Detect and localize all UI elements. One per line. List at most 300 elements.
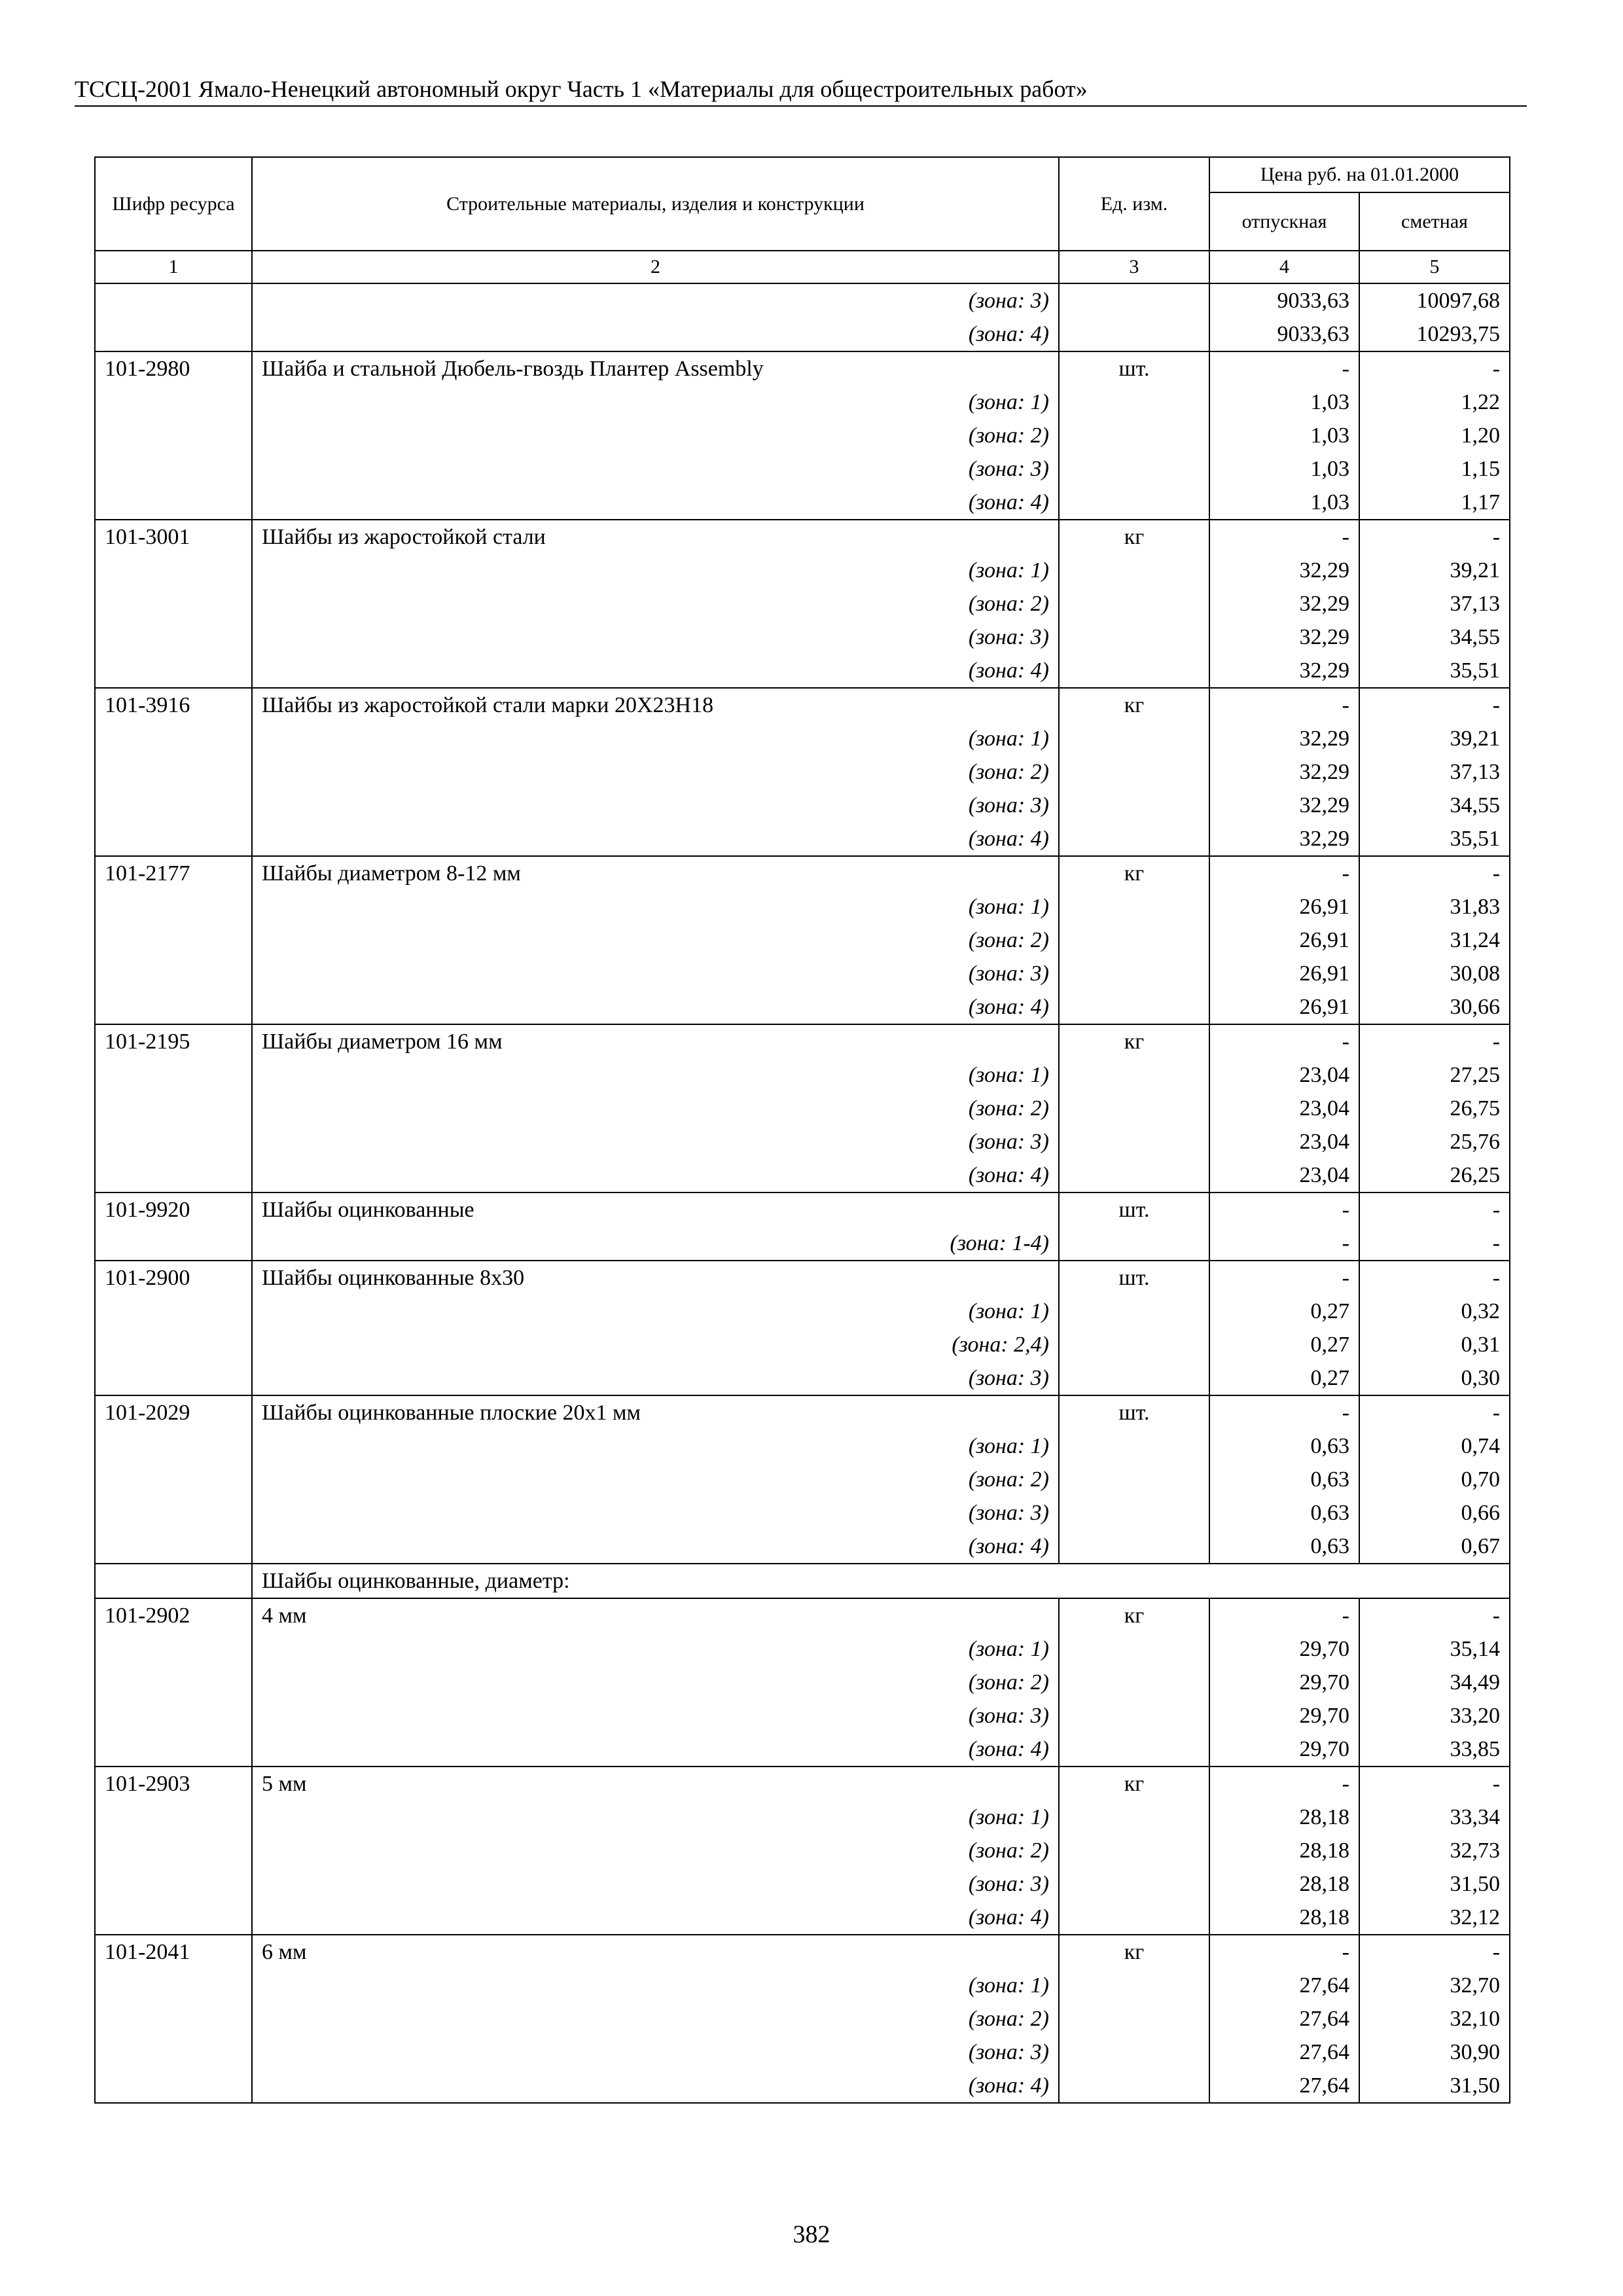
table-row-zone [95, 789, 1510, 822]
zone-label-cell: (зона: 1) [252, 386, 1059, 419]
unit-cell: кг [1059, 1935, 1209, 1969]
column-number: 5 [1359, 251, 1510, 283]
zone-label-cell: (зона: 3) [252, 1496, 1059, 1530]
release-price-cell: 32,29 [1209, 722, 1359, 755]
unit-cell [1059, 1834, 1209, 1867]
release-price-cell: 32,29 [1209, 789, 1359, 822]
release-price-cell: 28,18 [1209, 1834, 1359, 1867]
resource-code-cell [95, 1125, 252, 1158]
price-table [94, 156, 1510, 2104]
release-price-cell: 0,63 [1209, 1530, 1359, 1564]
table-row-zone [95, 317, 1510, 351]
release-price-cell: 23,04 [1209, 1158, 1359, 1193]
resource-code-cell [95, 419, 252, 452]
resource-code-cell [95, 1867, 252, 1901]
release-price-cell: 28,18 [1209, 1867, 1359, 1901]
release-price-cell: 29,70 [1209, 1632, 1359, 1666]
zone-label-cell: (зона: 2) [252, 1092, 1059, 1125]
header-release: отпускная [1209, 192, 1359, 251]
estimate-price-cell: 0,31 [1359, 1328, 1510, 1361]
unit-cell [1059, 924, 1209, 957]
estimate-price-cell: 39,21 [1359, 722, 1510, 755]
estimate-price-cell: 33,85 [1359, 1732, 1510, 1767]
table-row-zone [95, 1969, 1510, 2002]
estimate-price-cell: 10097,68 [1359, 283, 1510, 317]
resource-code-cell [95, 1632, 252, 1666]
unit-cell [1059, 1732, 1209, 1767]
table-row-zone [95, 1328, 1510, 1361]
unit-cell [1059, 1969, 1209, 2002]
release-price-cell: - [1209, 856, 1359, 890]
resource-code-cell [95, 1969, 252, 2002]
resource-code-cell [95, 2069, 252, 2103]
zone-label-cell: (зона: 3) [252, 957, 1059, 990]
unit-cell [1059, 1666, 1209, 1699]
resource-code-cell [95, 1530, 252, 1564]
resource-code-cell [95, 755, 252, 789]
table-row-zone [95, 2036, 1510, 2069]
release-price-cell: - [1209, 688, 1359, 722]
resource-code-cell [95, 1429, 252, 1463]
release-price-cell: 26,91 [1209, 990, 1359, 1024]
release-price-cell: 27,64 [1209, 2002, 1359, 2036]
resource-code-cell [95, 1361, 252, 1395]
estimate-price-cell: 34,55 [1359, 620, 1510, 654]
table-row-zone [95, 1463, 1510, 1496]
material-name-cell: Шайбы оцинкованные плоские 20х1 мм [252, 1395, 1059, 1429]
zone-label-cell: (зона: 4) [252, 317, 1059, 351]
table-row-zone [95, 283, 1510, 317]
resource-code-cell [95, 486, 252, 520]
unit-cell: шт. [1059, 1193, 1209, 1227]
unit-cell [1059, 990, 1209, 1024]
zone-label-cell: (зона: 2,4) [252, 1328, 1059, 1361]
resource-code-cell [95, 722, 252, 755]
zone-label-cell: (зона: 3) [252, 789, 1059, 822]
release-price-cell: 0,27 [1209, 1328, 1359, 1361]
material-name-cell: Шайба и стальной Дюбель-гвоздь Плантер Assembly [252, 351, 1059, 386]
estimate-price-cell: 35,51 [1359, 822, 1510, 856]
unit-cell [1059, 1429, 1209, 1463]
release-price-cell: 26,91 [1209, 890, 1359, 924]
resource-code-cell [95, 1901, 252, 1935]
table-row-zone [95, 1530, 1510, 1564]
release-price-cell: - [1209, 1935, 1359, 1969]
header-name: Строительные материалы, изделия и конструкции [252, 157, 1059, 251]
table-row-zone [95, 1632, 1510, 1666]
estimate-price-cell: - [1359, 1227, 1510, 1261]
release-price-cell: 26,91 [1209, 957, 1359, 990]
table-row-zone [95, 1496, 1510, 1530]
unit-cell [1059, 2036, 1209, 2069]
table-row-zone [95, 1901, 1510, 1935]
resource-code-cell: 101-2902 [95, 1598, 252, 1632]
column-number: 1 [95, 251, 252, 283]
unit-cell [1059, 1901, 1209, 1935]
unit-cell [1059, 1361, 1209, 1395]
release-price-cell: - [1209, 351, 1359, 386]
table-row-zone [95, 1699, 1510, 1732]
zone-label-cell: (зона: 1) [252, 1969, 1059, 2002]
release-price-cell: - [1209, 1598, 1359, 1632]
estimate-price-cell: 0,66 [1359, 1496, 1510, 1530]
table-row-zone [95, 957, 1510, 990]
resource-code-cell [95, 1058, 252, 1092]
table-row-zone [95, 1801, 1510, 1834]
estimate-price-cell: - [1359, 1193, 1510, 1227]
table-row-item [95, 520, 1510, 554]
unit-cell [1059, 620, 1209, 654]
zone-label-cell: (зона: 1) [252, 1429, 1059, 1463]
resource-code-cell [95, 587, 252, 620]
table-row-zone [95, 386, 1510, 419]
resource-code-cell [95, 1295, 252, 1328]
zone-label-cell: (зона: 3) [252, 283, 1059, 317]
resource-code-cell [95, 890, 252, 924]
table-row-item [95, 1261, 1510, 1295]
resource-code-cell: 101-2900 [95, 1261, 252, 1295]
resource-code-cell: 101-9920 [95, 1193, 252, 1227]
zone-label-cell: (зона: 1) [252, 1632, 1059, 1666]
table-row-zone [95, 587, 1510, 620]
unit-cell: кг [1059, 688, 1209, 722]
resource-code-cell [95, 1158, 252, 1193]
estimate-price-cell: 32,12 [1359, 1901, 1510, 1935]
estimate-price-cell: - [1359, 520, 1510, 554]
release-price-cell: 32,29 [1209, 587, 1359, 620]
estimate-price-cell: 10293,75 [1359, 317, 1510, 351]
resource-code-cell [95, 957, 252, 990]
unit-cell: кг [1059, 520, 1209, 554]
estimate-price-cell: - [1359, 856, 1510, 890]
unit-cell [1059, 1058, 1209, 1092]
unit-cell [1059, 1092, 1209, 1125]
table-row-zone [95, 486, 1510, 520]
table-row-zone [95, 822, 1510, 856]
table-row-zone [95, 722, 1510, 755]
resource-code-cell [95, 1227, 252, 1261]
unit-cell [1059, 283, 1209, 317]
release-price-cell: 0,63 [1209, 1496, 1359, 1530]
table-row-item [95, 1935, 1510, 1969]
estimate-price-cell: 35,14 [1359, 1632, 1510, 1666]
release-price-cell: 29,70 [1209, 1732, 1359, 1767]
resource-code-cell [95, 1666, 252, 1699]
estimate-price-cell: 31,24 [1359, 924, 1510, 957]
estimate-price-cell: - [1359, 1395, 1510, 1429]
unit-cell: кг [1059, 856, 1209, 890]
zone-label-cell: (зона: 2) [252, 587, 1059, 620]
release-price-cell: 27,64 [1209, 2036, 1359, 2069]
zone-label-cell: (зона: 2) [252, 1463, 1059, 1496]
release-price-cell: 27,64 [1209, 2069, 1359, 2103]
release-price-cell: 0,27 [1209, 1361, 1359, 1395]
estimate-price-cell: 25,76 [1359, 1125, 1510, 1158]
zone-label-cell: (зона: 3) [252, 1125, 1059, 1158]
estimate-price-cell: - [1359, 1598, 1510, 1632]
resource-code-cell: 101-3916 [95, 688, 252, 722]
unit-cell [1059, 957, 1209, 990]
resource-code-cell [95, 2002, 252, 2036]
resource-code-cell [95, 822, 252, 856]
header-code: Шифр ресурса [95, 157, 252, 251]
table-row-item [95, 688, 1510, 722]
zone-label-cell: (зона: 4) [252, 1901, 1059, 1935]
unit-cell [1059, 1699, 1209, 1732]
unit-cell [1059, 317, 1209, 351]
estimate-price-cell: 32,70 [1359, 1969, 1510, 2002]
release-price-cell: 32,29 [1209, 654, 1359, 688]
unit-cell [1059, 587, 1209, 620]
unit-cell [1059, 2069, 1209, 2103]
column-number: 2 [252, 251, 1059, 283]
table-row-item [95, 1598, 1510, 1632]
unit-cell [1059, 2002, 1209, 2036]
table-row-zone [95, 654, 1510, 688]
unit-cell: кг [1059, 1767, 1209, 1801]
resource-code-cell [95, 283, 252, 317]
unit-cell [1059, 1867, 1209, 1901]
unit-cell [1059, 890, 1209, 924]
zone-label-cell: (зона: 1) [252, 554, 1059, 587]
release-price-cell: 32,29 [1209, 755, 1359, 789]
table-row-zone [95, 1834, 1510, 1867]
unit-cell [1059, 452, 1209, 486]
unit-cell [1059, 789, 1209, 822]
table-row-zone [95, 1058, 1510, 1092]
unit-cell [1059, 1496, 1209, 1530]
resource-code-cell [95, 1496, 252, 1530]
resource-code-cell: 101-2041 [95, 1935, 252, 1969]
estimate-price-cell: 0,74 [1359, 1429, 1510, 1463]
unit-cell [1059, 1158, 1209, 1193]
zone-label-cell: (зона: 2) [252, 924, 1059, 957]
zone-label-cell: (зона: 1) [252, 1801, 1059, 1834]
table-row-zone [95, 620, 1510, 654]
table-row-zone [95, 2002, 1510, 2036]
material-name-cell: Шайбы диаметром 8-12 мм [252, 856, 1059, 890]
zone-label-cell: (зона: 1) [252, 890, 1059, 924]
resource-code-cell: 101-2195 [95, 1024, 252, 1058]
zone-label-cell: (зона: 4) [252, 654, 1059, 688]
table-row-zone [95, 1361, 1510, 1395]
material-name-cell: Шайбы оцинкованные [252, 1193, 1059, 1227]
page-header-title: ТССЦ-2001 Ямало-Ненецкий автономный округ Часть 1 «Материалы для общестроительных работ» [75, 76, 1088, 102]
unit-cell: шт. [1059, 1395, 1209, 1429]
resource-code-cell [95, 924, 252, 957]
release-price-cell: 1,03 [1209, 486, 1359, 520]
resource-code-cell [95, 1092, 252, 1125]
zone-label-cell: (зона: 1) [252, 722, 1059, 755]
table-row-section [95, 1564, 1510, 1598]
page-number: 382 [793, 2221, 830, 2248]
zone-label-cell: (зона: 3) [252, 1699, 1059, 1732]
release-price-cell: - [1209, 520, 1359, 554]
resource-code-cell: 101-3001 [95, 520, 252, 554]
material-name-cell: 5 мм [252, 1767, 1059, 1801]
table-row-item [95, 1024, 1510, 1058]
release-price-cell: 1,03 [1209, 419, 1359, 452]
zone-label-cell: (зона: 2) [252, 1834, 1059, 1867]
unit-cell [1059, 386, 1209, 419]
estimate-price-cell: - [1359, 1767, 1510, 1801]
release-price-cell: 9033,63 [1209, 283, 1359, 317]
estimate-price-cell: 33,34 [1359, 1801, 1510, 1834]
column-number: 4 [1209, 251, 1359, 283]
material-name-cell: 4 мм [252, 1598, 1059, 1632]
release-price-cell: 32,29 [1209, 822, 1359, 856]
unit-cell [1059, 419, 1209, 452]
table-row-zone [95, 452, 1510, 486]
resource-code-cell [95, 1699, 252, 1732]
unit-cell: кг [1059, 1024, 1209, 1058]
table-row-item [95, 1395, 1510, 1429]
zone-label-cell: (зона: 3) [252, 1867, 1059, 1901]
estimate-price-cell: - [1359, 688, 1510, 722]
release-price-cell: 29,70 [1209, 1666, 1359, 1699]
estimate-price-cell: 0,67 [1359, 1530, 1510, 1564]
header-price-group: Цена руб. на 01.01.2000 [1209, 157, 1510, 192]
unit-cell [1059, 1801, 1209, 1834]
release-price-cell: 1,03 [1209, 452, 1359, 486]
zone-label-cell: (зона: 3) [252, 1361, 1059, 1395]
zone-label-cell: (зона: 1-4) [252, 1227, 1059, 1261]
table-row-item [95, 856, 1510, 890]
estimate-price-cell: - [1359, 1261, 1510, 1295]
zone-label-cell: (зона: 1) [252, 1295, 1059, 1328]
release-price-cell: - [1209, 1261, 1359, 1295]
unit-cell: кг [1059, 1598, 1209, 1632]
release-price-cell: 28,18 [1209, 1901, 1359, 1935]
section-title-cell: Шайбы оцинкованные, диаметр: [252, 1564, 1510, 1598]
unit-cell [1059, 1530, 1209, 1564]
release-price-cell: 23,04 [1209, 1125, 1359, 1158]
estimate-price-cell: 0,70 [1359, 1463, 1510, 1496]
release-price-cell: 29,70 [1209, 1699, 1359, 1732]
unit-cell: шт. [1059, 1261, 1209, 1295]
zone-label-cell: (зона: 4) [252, 822, 1059, 856]
column-number: 3 [1059, 251, 1209, 283]
resource-code-cell: 101-2903 [95, 1767, 252, 1801]
zone-label-cell: (зона: 3) [252, 2036, 1059, 2069]
resource-code-cell [95, 1463, 252, 1496]
zone-label-cell: (зона: 2) [252, 755, 1059, 789]
resource-code-cell [95, 1834, 252, 1867]
table-row-zone [95, 1158, 1510, 1193]
unit-cell [1059, 755, 1209, 789]
release-price-cell: 23,04 [1209, 1092, 1359, 1125]
table-row-zone [95, 1295, 1510, 1328]
estimate-price-cell: - [1359, 1024, 1510, 1058]
unit-cell [1059, 1125, 1209, 1158]
table-row-item [95, 1193, 1510, 1227]
release-price-cell: 1,03 [1209, 386, 1359, 419]
release-price-cell: 0,63 [1209, 1429, 1359, 1463]
estimate-price-cell: 33,20 [1359, 1699, 1510, 1732]
zone-label-cell: (зона: 4) [252, 1530, 1059, 1564]
estimate-price-cell: 1,22 [1359, 386, 1510, 419]
estimate-price-cell: - [1359, 351, 1510, 386]
resource-code-cell [95, 1564, 252, 1598]
estimate-price-cell: 26,75 [1359, 1092, 1510, 1125]
header-rule [75, 105, 1527, 107]
unit-cell [1059, 486, 1209, 520]
estimate-price-cell: 31,50 [1359, 2069, 1510, 2103]
unit-cell [1059, 554, 1209, 587]
release-price-cell: - [1209, 1395, 1359, 1429]
resource-code-cell [95, 620, 252, 654]
release-price-cell: - [1209, 1193, 1359, 1227]
estimate-price-cell: 35,51 [1359, 654, 1510, 688]
table-row-item [95, 1767, 1510, 1801]
unit-cell [1059, 1328, 1209, 1361]
resource-code-cell [95, 386, 252, 419]
estimate-price-cell: 30,66 [1359, 990, 1510, 1024]
resource-code-cell [95, 1732, 252, 1767]
zone-label-cell: (зона: 4) [252, 1158, 1059, 1193]
table-body [95, 283, 1510, 2103]
unit-cell: шт. [1059, 351, 1209, 386]
estimate-price-cell: 1,20 [1359, 419, 1510, 452]
zone-label-cell: (зона: 3) [252, 620, 1059, 654]
release-price-cell: 0,27 [1209, 1295, 1359, 1328]
material-name-cell: Шайбы из жаростойкой стали марки 20Х23Н18 [252, 688, 1059, 722]
release-price-cell: 32,29 [1209, 554, 1359, 587]
zone-label-cell: (зона: 2) [252, 2002, 1059, 2036]
material-name-cell: Шайбы оцинкованные 8х30 [252, 1261, 1059, 1295]
header-unit: Ед. изм. [1059, 157, 1209, 251]
table-row-zone [95, 2069, 1510, 2103]
zone-label-cell: (зона: 4) [252, 486, 1059, 520]
zone-label-cell: (зона: 4) [252, 990, 1059, 1024]
estimate-price-cell: 32,73 [1359, 1834, 1510, 1867]
estimate-price-cell: 30,08 [1359, 957, 1510, 990]
release-price-cell: 27,64 [1209, 1969, 1359, 2002]
table-row-zone [95, 1092, 1510, 1125]
estimate-price-cell: 31,83 [1359, 890, 1510, 924]
estimate-price-cell: 26,25 [1359, 1158, 1510, 1193]
unit-cell [1059, 1227, 1209, 1261]
unit-cell [1059, 1632, 1209, 1666]
resource-code-cell [95, 1801, 252, 1834]
material-name-cell: Шайбы из жаростойкой стали [252, 520, 1059, 554]
unit-cell [1059, 1463, 1209, 1496]
estimate-price-cell: 0,30 [1359, 1361, 1510, 1395]
table-row-zone [95, 1227, 1510, 1261]
estimate-price-cell: 30,90 [1359, 2036, 1510, 2069]
table-row-zone [95, 1732, 1510, 1767]
table-row-zone [95, 554, 1510, 587]
estimate-price-cell: 39,21 [1359, 554, 1510, 587]
table-row-zone [95, 1125, 1510, 1158]
resource-code-cell [95, 1328, 252, 1361]
resource-code-cell [95, 654, 252, 688]
zone-label-cell: (зона: 2) [252, 1666, 1059, 1699]
estimate-price-cell: 1,17 [1359, 486, 1510, 520]
estimate-price-cell: 34,55 [1359, 789, 1510, 822]
table-row-zone [95, 990, 1510, 1024]
resource-code-cell: 101-2029 [95, 1395, 252, 1429]
estimate-price-cell: 37,13 [1359, 587, 1510, 620]
estimate-price-cell: 32,10 [1359, 2002, 1510, 2036]
material-name-cell: Шайбы диаметром 16 мм [252, 1024, 1059, 1058]
release-price-cell: - [1209, 1767, 1359, 1801]
table-row-zone [95, 1867, 1510, 1901]
material-name-cell: 6 мм [252, 1935, 1059, 1969]
resource-code-cell [95, 2036, 252, 2069]
resource-code-cell: 101-2980 [95, 351, 252, 386]
resource-code-cell [95, 789, 252, 822]
